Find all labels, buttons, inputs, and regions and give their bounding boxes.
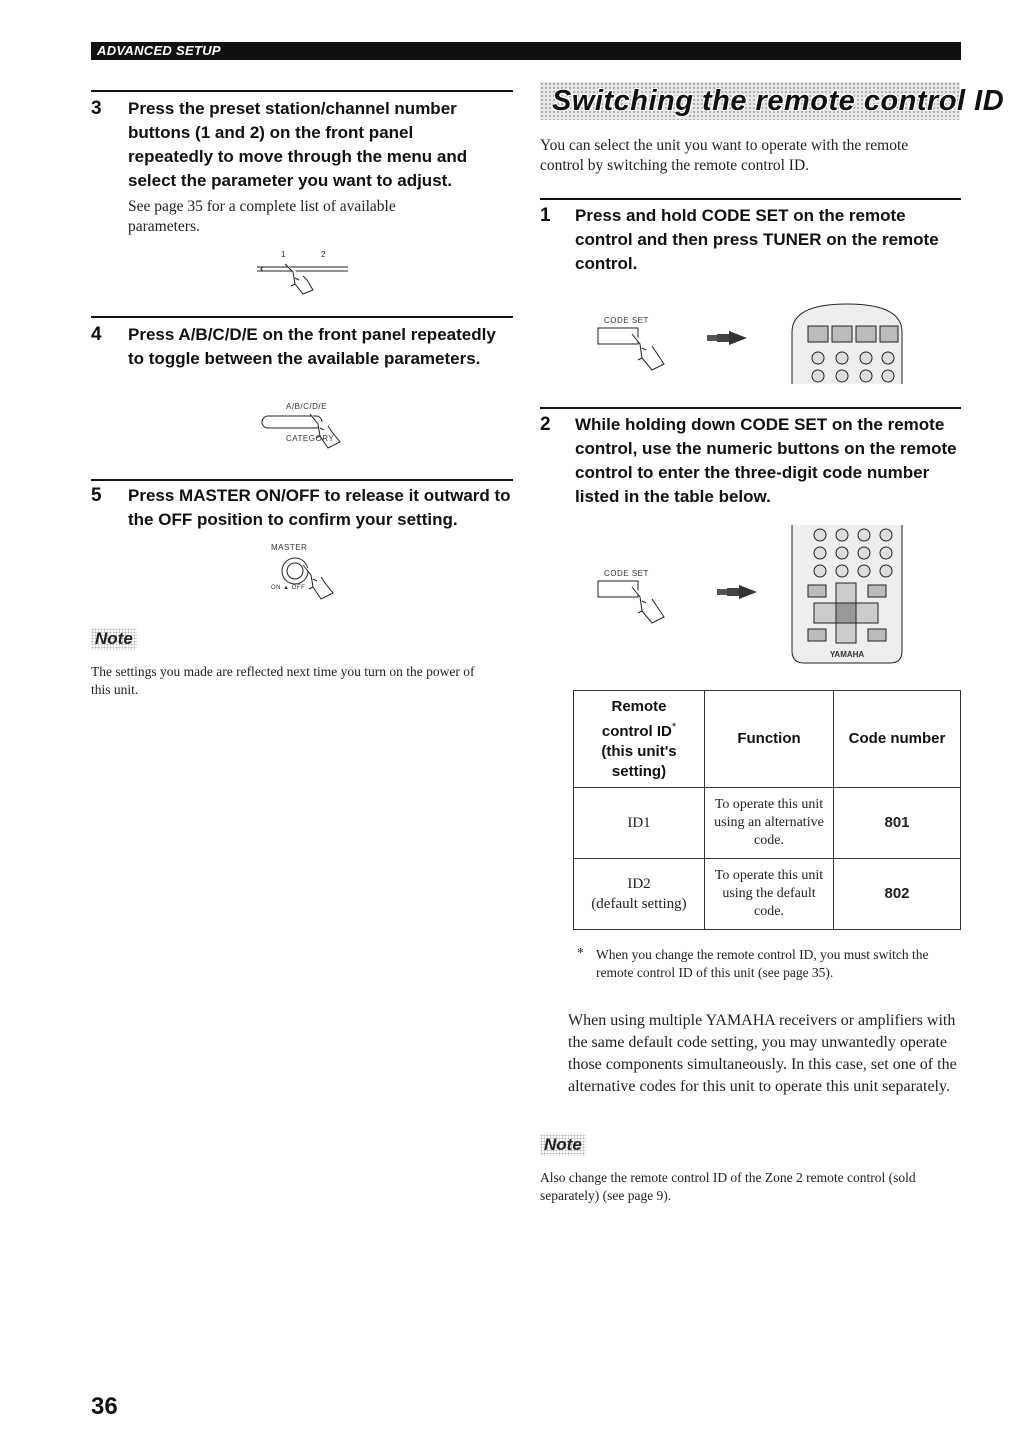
step5-title: Press MASTER ON/OFF to release it outward to the OFF position to confirm your setting. xyxy=(128,486,511,529)
preset-label-1: 1 xyxy=(281,250,286,259)
step2-rule xyxy=(540,407,961,409)
multiple-receivers-paragraph: When using multiple YAMAHA receivers or amplifiers with the same default code setting, you may unwantedly operate those components simultaneously. In this case, set one of the alternative codes for this unit to operate this unit separately. xyxy=(568,1012,957,1095)
step5-number: 5 xyxy=(91,485,102,506)
section-header-label: ADVANCED SETUP xyxy=(97,43,221,58)
code-set-label-2: CODE SET xyxy=(604,569,649,578)
code-set-illustration-2 xyxy=(592,563,682,635)
step4-number: 4 xyxy=(91,324,102,345)
on-off-label: ON ▲ OFF xyxy=(271,585,306,591)
header-remote-a: Remote xyxy=(611,697,667,715)
row2-function xyxy=(705,859,834,930)
step2-number: 2 xyxy=(540,414,551,435)
header-bar xyxy=(91,42,961,60)
arrow-right-icon xyxy=(707,331,747,345)
table-row xyxy=(574,859,961,930)
footnote-mark: * xyxy=(577,945,584,960)
step3-rule xyxy=(91,90,513,92)
step3-number: 3 xyxy=(91,98,102,119)
section-title: Switching the remote control ID xyxy=(552,85,1005,117)
category-label: CATEGORY xyxy=(286,434,335,443)
step3-title: Press the preset station/channel number buttons (1 and 2) on the front panel repeatedly to move through the menu and select the parameter you want to adjust. xyxy=(128,99,468,190)
step1-rule xyxy=(540,198,961,200)
step3-body: See page 35 for a complete list of available parameters. xyxy=(128,198,396,235)
arrow-right-icon xyxy=(717,585,757,599)
right-note-text: Also change the remote control ID of the Zone 2 remote control (sold separately) (see page 9). xyxy=(540,1170,916,1203)
footnote-text: When you change the remote control ID, you must switch the remote control ID of this unit (see page 35). xyxy=(596,947,929,980)
step2-title: While holding down CODE SET on the remote control, use the numeric buttons on the remote control to enter the three-digit code number listed in the table below. xyxy=(575,415,957,506)
step1-title: Press and hold CODE SET on the remote control and then press TUNER on the remote control. xyxy=(575,206,939,273)
left-note-text: The settings you made are reflected next time you turn on the power of this unit. xyxy=(91,664,475,697)
header-remote-id xyxy=(574,691,705,788)
hand-press-icon xyxy=(255,250,350,302)
header-remote-c: (this unit's xyxy=(601,742,677,760)
table-row xyxy=(574,788,961,859)
master-label: MASTER xyxy=(271,543,308,552)
preset-buttons-illustration xyxy=(255,250,350,302)
code-set-illustration-1 xyxy=(592,308,682,380)
code-set-label-1: CODE SET xyxy=(604,316,649,325)
row1-function xyxy=(705,788,834,859)
abcde-label: A/B/C/D/E xyxy=(286,402,327,411)
row1-function-text: To operate this unit using an alternative code. xyxy=(714,797,824,848)
step4-title: Press A/B/C/D/E on the front panel repeatedly to toggle between the available parameters. xyxy=(128,325,496,368)
remote-brand-label: YAMAHA xyxy=(829,650,865,659)
code-table xyxy=(573,690,961,930)
header-code-number: Code number xyxy=(834,691,961,788)
row1-id: ID1 xyxy=(574,788,705,859)
step1-number: 1 xyxy=(540,205,551,226)
row2-function-text: To operate this unit using the default code. xyxy=(714,868,824,919)
preset-label-2: 2 xyxy=(321,250,326,259)
header-remote-d: setting) xyxy=(611,762,667,780)
header-remote-b: control ID xyxy=(601,722,672,740)
left-note-label: Note xyxy=(91,628,137,650)
step4-rule xyxy=(91,316,513,318)
row2-id-value: ID2 xyxy=(627,876,651,892)
remote-control-tuner-illustration xyxy=(788,302,906,384)
master-button-illustration xyxy=(265,543,345,605)
header-function: Function xyxy=(705,691,834,788)
remote-control-numeric-illustration xyxy=(788,525,906,665)
intro-text: You can select the unit you want to operate with the remote control by switching the remote control ID. xyxy=(540,137,909,174)
header-remote-star: * xyxy=(671,720,677,733)
step5-rule xyxy=(91,479,513,481)
right-note-label: Note xyxy=(540,1134,586,1156)
hand-press-icon xyxy=(265,543,345,605)
row2-code: 802 xyxy=(834,859,961,930)
row2-id-sub: (default setting) xyxy=(591,896,687,912)
table-header-row xyxy=(574,691,961,788)
abcde-button-illustration xyxy=(258,400,353,458)
section-title-banner xyxy=(540,82,1005,120)
row2-id xyxy=(574,859,705,930)
row1-code: 801 xyxy=(834,788,961,859)
page-number: 36 xyxy=(91,1393,118,1420)
